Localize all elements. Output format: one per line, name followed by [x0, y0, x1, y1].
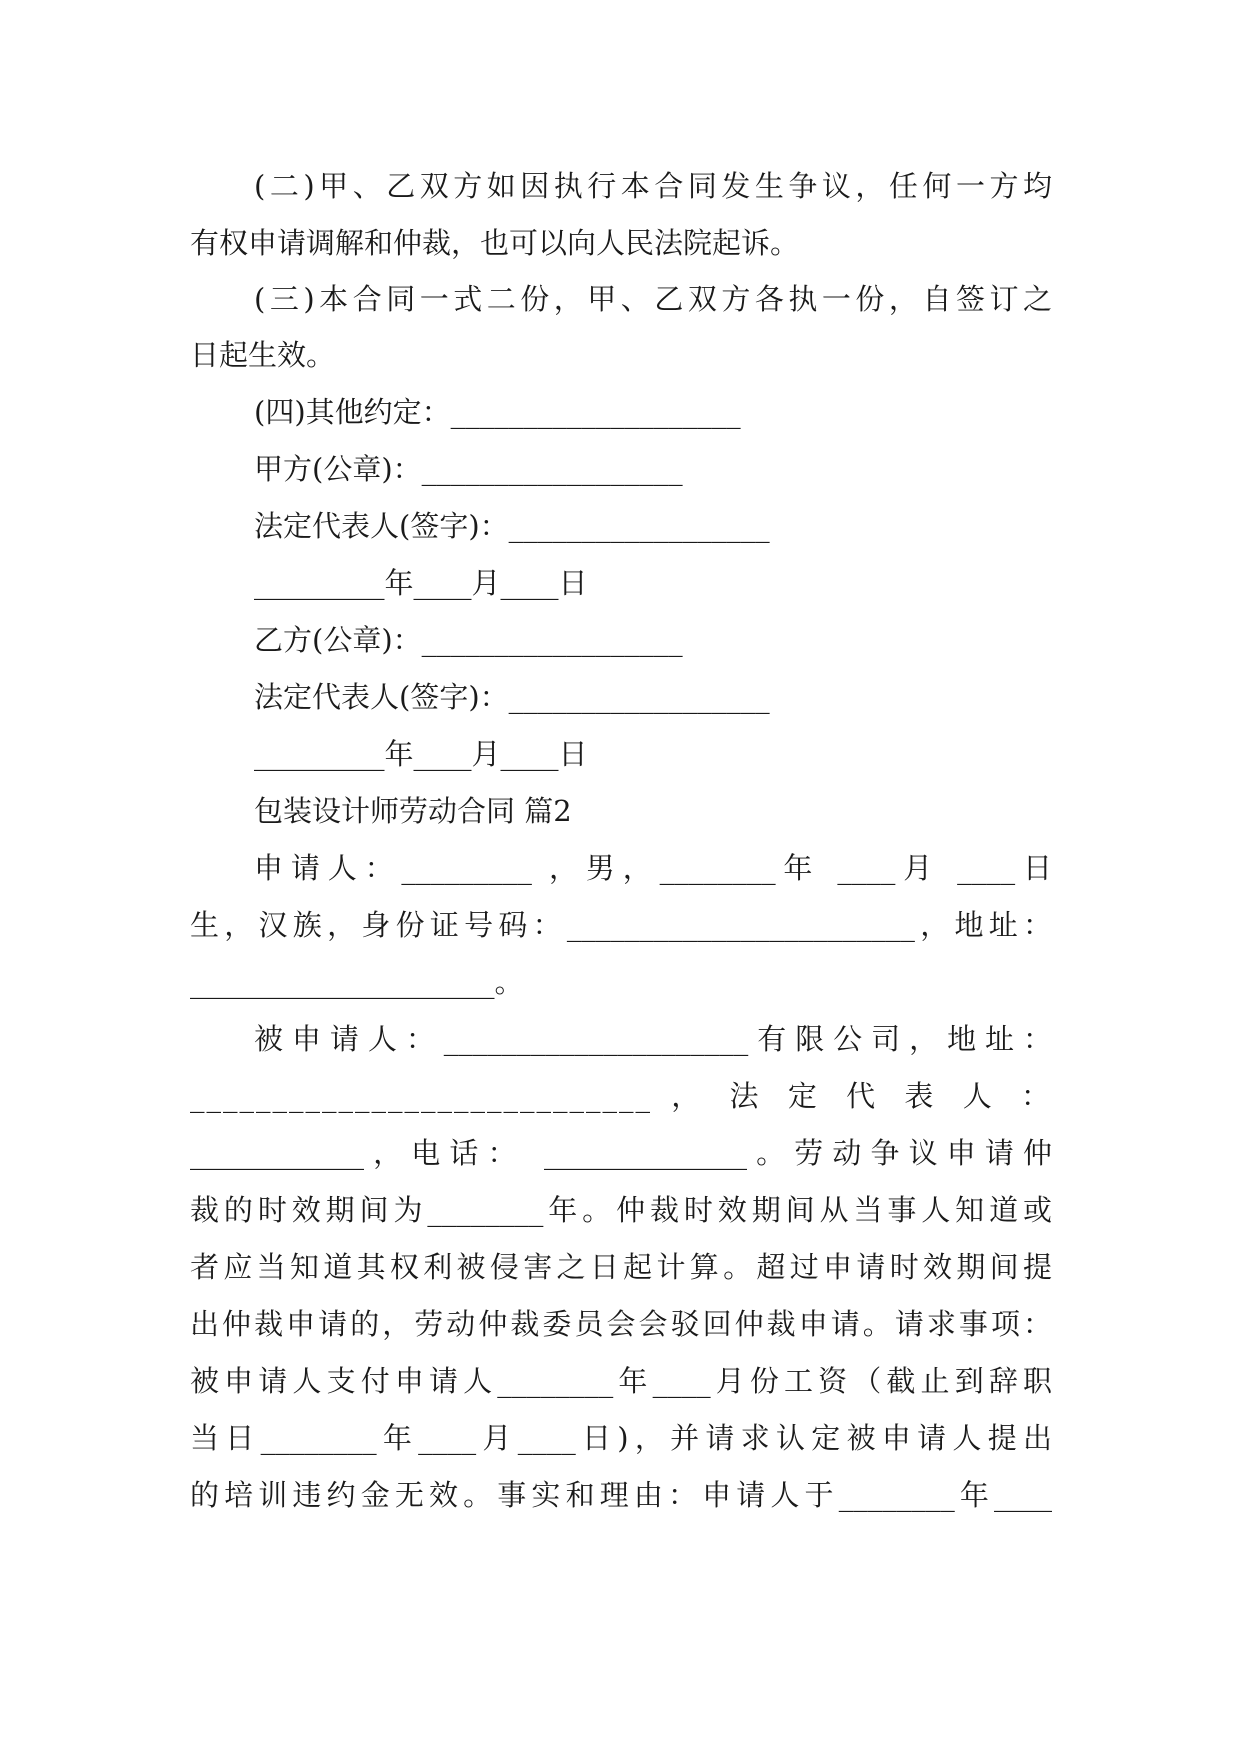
paragraph-line: _____________________。 [190, 965, 524, 999]
paragraph-line: 出仲裁申请的，劳动仲裁委员会会驳回仲裁申请。请求事项： [190, 1307, 1052, 1341]
party-b-seal-line: 乙方(公章)：__________________ [254, 623, 683, 657]
paragraph-line: 被申请人支付申请人________年____月份工资（截止到辞职 [190, 1364, 1052, 1398]
paragraph-line: (二)甲、乙双方如因执行本合同发生争议，任何一方均 [254, 169, 1052, 203]
party-b-date-line: _________年____月____日 [254, 737, 588, 771]
paragraph-line: 当日________年____月____日)，并请求认定被申请人提出 [190, 1421, 1052, 1455]
paragraph-line: 被申请人：_____________________有限公司，地址： [254, 1022, 1052, 1056]
paragraph-line: 者应当知道其权利被侵害之日起计算。超过申请时效期间提 [190, 1250, 1052, 1284]
paragraph-line: ____________________________ ， 法 定 代 表 人 ： [190, 1079, 1052, 1113]
paragraph-line: 的培训违约金无效。事实和理由：申请人于________年____ [190, 1478, 1052, 1512]
party-a-seal-line: 甲方(公章)：__________________ [254, 452, 683, 486]
other-agreement-line: (四)其他约定：____________________ [254, 395, 741, 429]
party-b-representative-line: 法定代表人(签字)：__________________ [254, 680, 770, 714]
paragraph-line: 申请人：_________ ，男，________年 ____月 ____日 [254, 851, 1052, 885]
party-a-representative-line: 法定代表人(签字)：__________________ [254, 509, 770, 543]
paragraph-line: 裁的时效期间为________年。仲裁时效期间从当事人知道或 [190, 1193, 1052, 1227]
paragraph-line: 有权申请调解和仲裁，也可以向人民法院起诉。 [190, 226, 800, 260]
paragraph-line: 日起生效。 [190, 338, 336, 372]
paragraph-line: 生，汉族，身份证号码：________________________，地址： [190, 908, 1052, 942]
paragraph-line: (三)本合同一式二份，甲、乙双方各执一份，自签订之 [254, 282, 1052, 316]
paragraph-line: ____________，电话： ______________。劳动争议申请仲 [190, 1136, 1052, 1170]
party-a-date-line: _________年____月____日 [254, 566, 588, 600]
section-heading: 包装设计师劳动合同 篇2 [254, 794, 572, 828]
